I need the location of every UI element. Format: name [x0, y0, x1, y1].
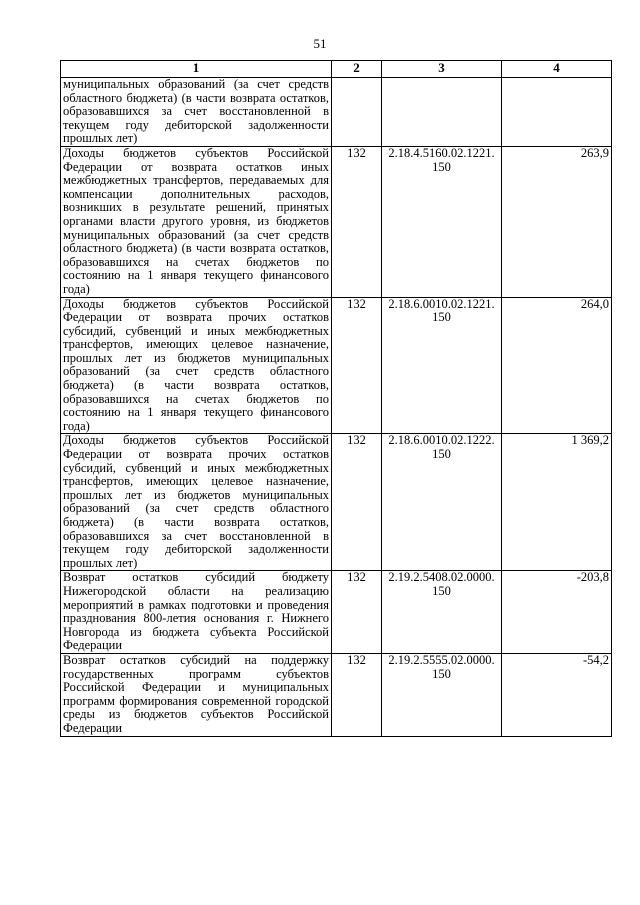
- row-description: муниципальных образований (за счет средств областного бюджета) (в части возврата остатков, образовавшихся за счет восстановленной в текущем году дебиторской задолженности прошлых лет): [61, 78, 332, 147]
- row-description: Доходы бюджетов субъектов Российской Федерации от возврата остатков иных межбюджетных трансфертов, передаваемых для компенсации дополнительных расходов, возникших в результате решений, принятых органами власти другого уровня, из бюджетов муниципальных образований (за счет средств областного бюджета) (в части возврата остатков, образовавшихся на счетах бюджетов по состоянию на 1 января текущего финансового года): [61, 146, 332, 297]
- table-header: [61, 61, 612, 78]
- row-amount: 1 369,2: [502, 434, 612, 571]
- row-description: Доходы бюджетов субъектов Российской Федерации от возврата прочих остатков субсидий, субвенций и иных межбюджетных трансфертов, имеющих целевое назначение, прошлых лет из бюджетов муниципальных образований (за счет средств областного бюджета) (в части возврата остатков, образовавшихся на счетах бюджетов по состоянию на 1 января текущего финансового года): [61, 297, 332, 434]
- row-budget-code: 2.18.6.0010.02.1221. 150: [382, 297, 502, 434]
- table-row: [61, 297, 612, 434]
- table-row: [61, 653, 612, 736]
- row-amount: 263,9: [502, 146, 612, 297]
- row-amount: -203,8: [502, 571, 612, 654]
- page-number: 51: [313, 36, 327, 51]
- header-col-2: 2: [332, 61, 382, 78]
- table-row: [61, 571, 612, 654]
- row-description: Возврат остатков субсидий бюджету Нижегородской области на реализацию мероприятий в рамках подготовки и проведения празднования 800-летия основания г. Нижнего Новгорода из бюджета субъекта Российской Федерации: [61, 571, 332, 654]
- row-budget-code: 2.18.4.5160.02.1221. 150: [382, 146, 502, 297]
- row-admin-code: 132: [332, 146, 382, 297]
- row-description: Возврат остатков субсидий на поддержку государственных программ субъектов Российской Федерации и муниципальных программ формирования современной городской среды из бюджетов субъектов Российской Федерации: [61, 653, 332, 736]
- row-budget-code: 2.19.2.5555.02.0000. 150: [382, 653, 502, 736]
- row-budget-code: 2.18.6.0010.02.1222. 150: [382, 434, 502, 571]
- row-amount: -54,2: [502, 653, 612, 736]
- row-budget-code: 2.19.2.5408.02.0000. 150: [382, 571, 502, 654]
- table-row: [61, 78, 612, 147]
- row-admin-code: [332, 78, 382, 147]
- header-row: [61, 61, 612, 78]
- table-row: [61, 434, 612, 571]
- header-col-1: 1: [61, 61, 332, 78]
- row-description: Доходы бюджетов субъектов Российской Федерации от возврата прочих остатков субсидий, субвенций и иных межбюджетных трансфертов, имеющих целевое назначение, прошлых лет из бюджетов муниципальных образований (за счет средств областного бюджета) (в части возврата остатков, образовавшихся за счет восстановленной в текущем году дебиторской задолженности прошлых лет): [61, 434, 332, 571]
- header-col-3: 3: [382, 61, 502, 78]
- row-amount: [502, 78, 612, 147]
- row-budget-code: [382, 78, 502, 147]
- table-row: [61, 146, 612, 297]
- row-admin-code: 132: [332, 653, 382, 736]
- row-admin-code: 132: [332, 571, 382, 654]
- table-body: [61, 78, 612, 737]
- budget-revenue-table: [60, 60, 612, 737]
- header-col-4: 4: [502, 61, 612, 78]
- row-admin-code: 132: [332, 434, 382, 571]
- row-amount: 264,0: [502, 297, 612, 434]
- row-admin-code: 132: [332, 297, 382, 434]
